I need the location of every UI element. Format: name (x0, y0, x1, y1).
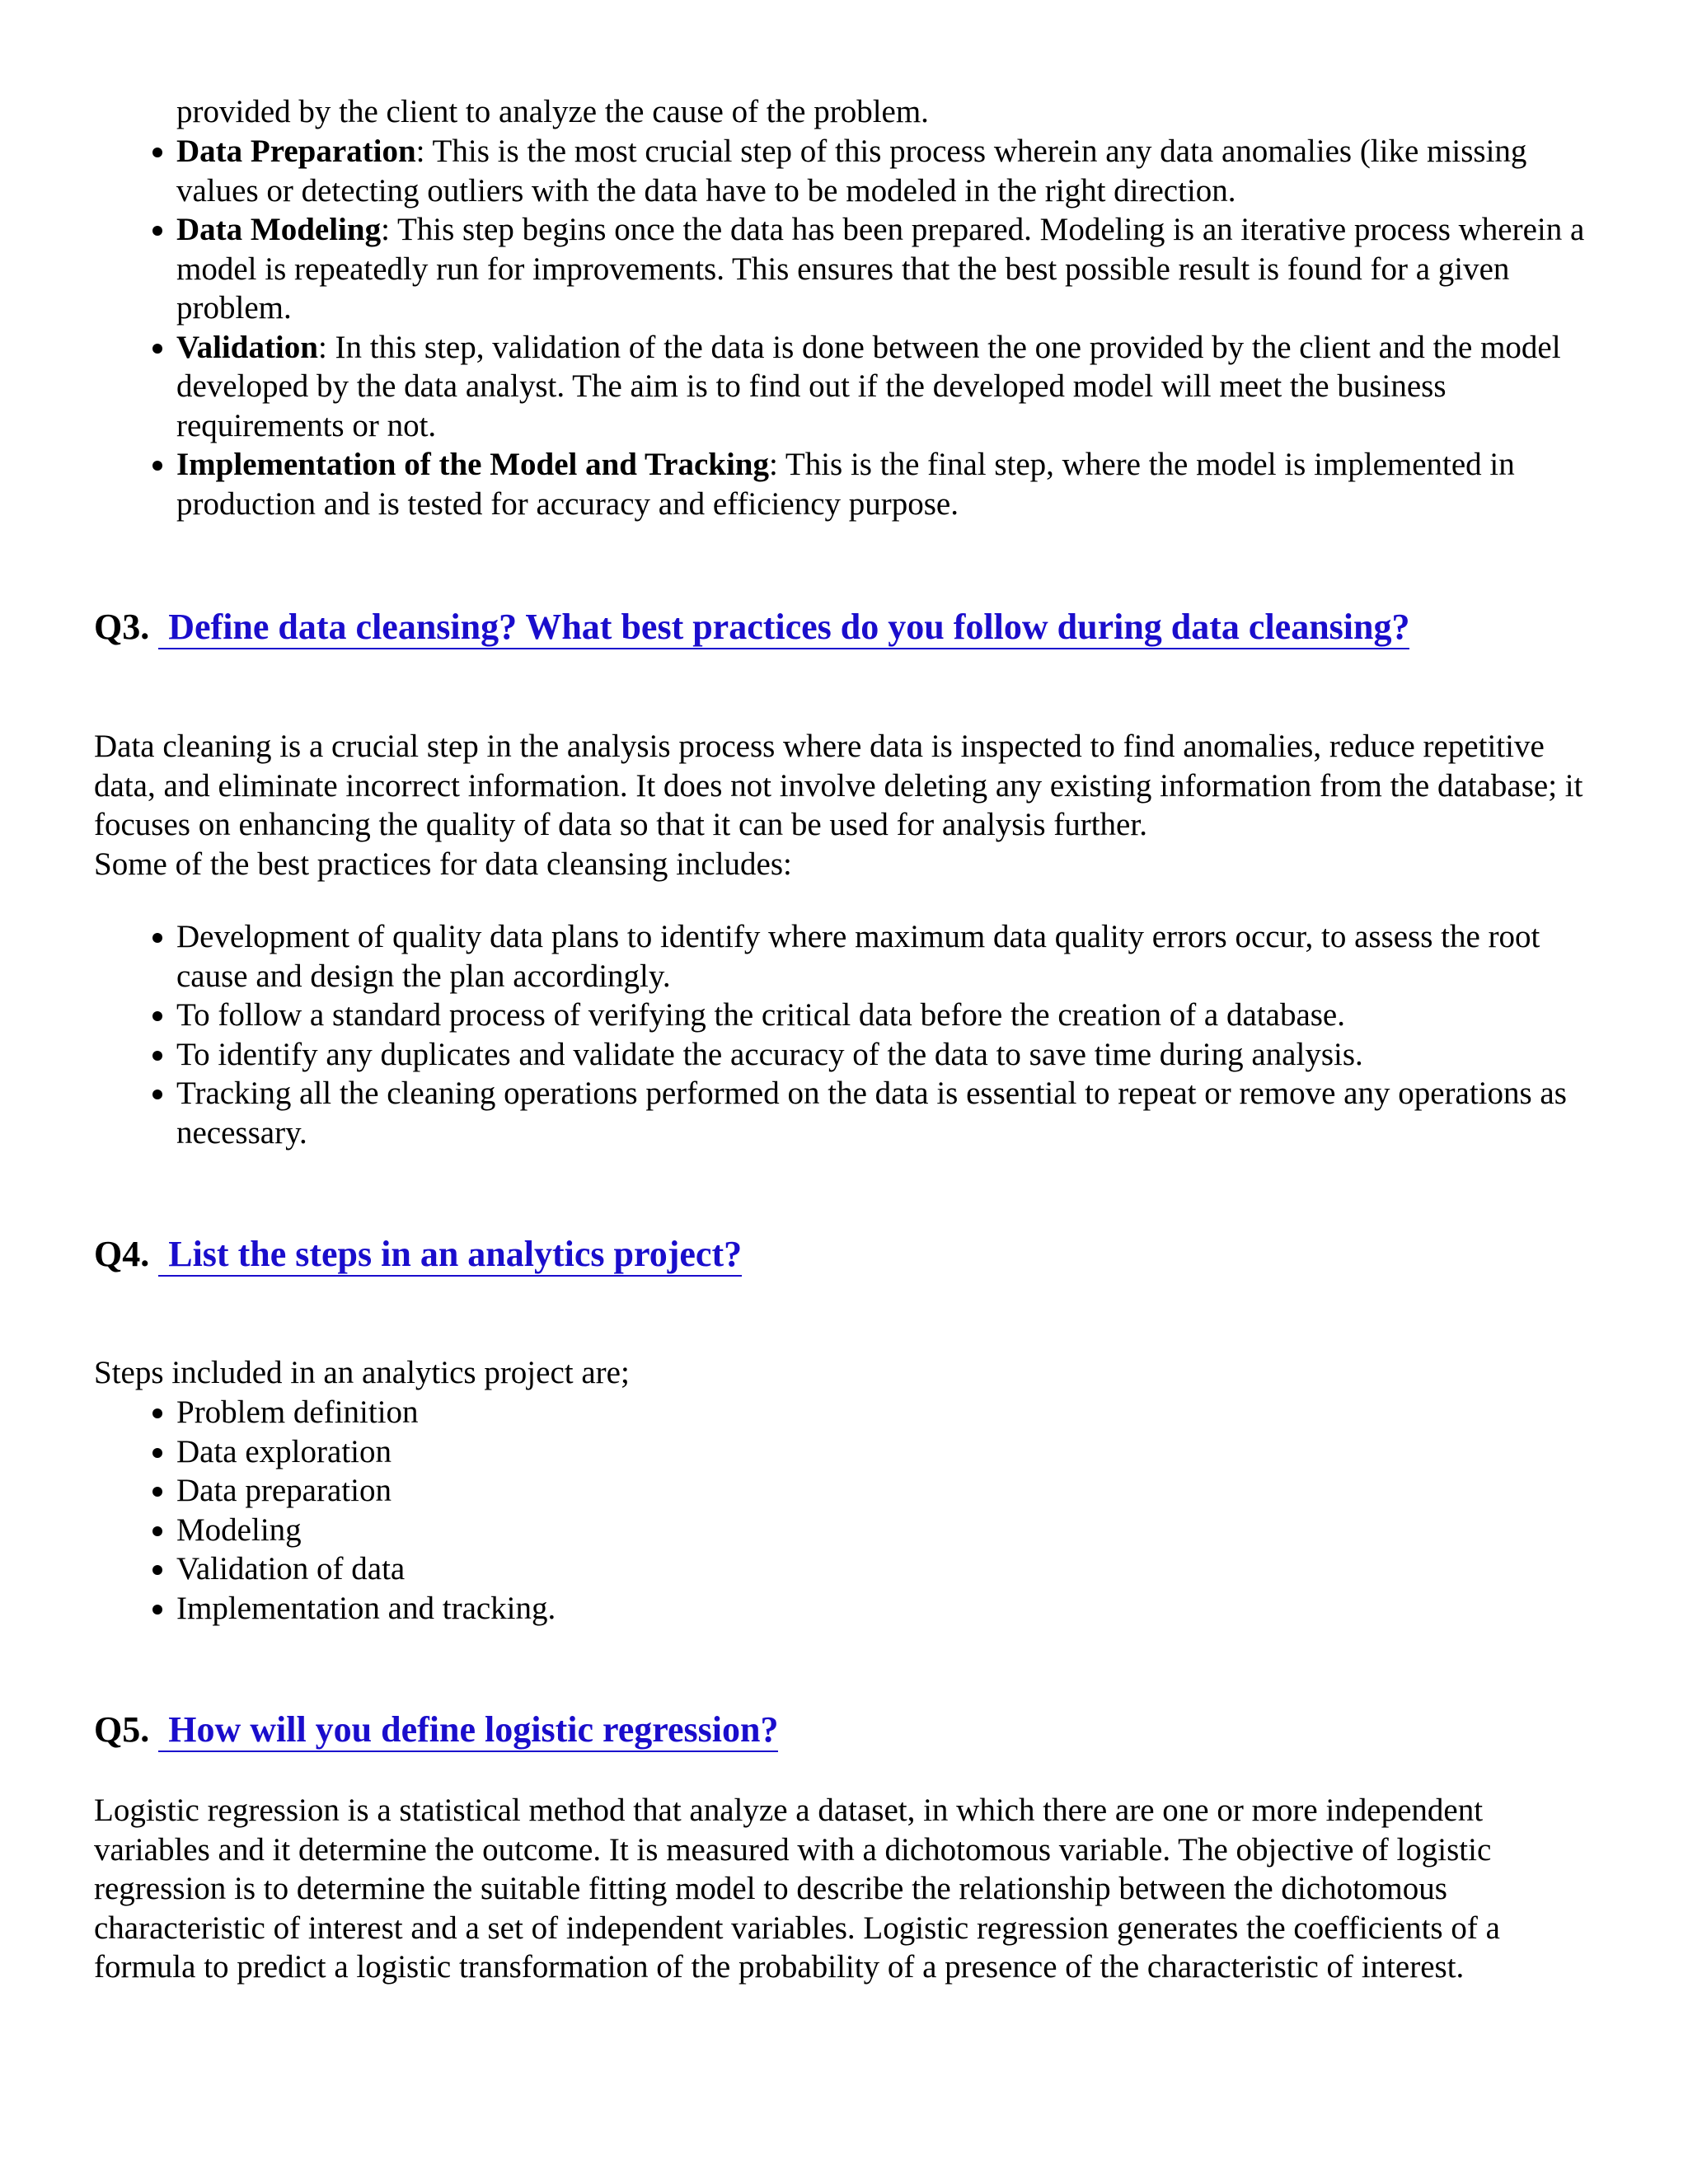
step-text: : This step begins once the data has been prepared. Modeling is an iterative process wherein a model is repeatedly run for improvements. This ensures that the best possible result is found for a given problem. (176, 212, 1585, 326)
q4-heading (94, 1231, 742, 1277)
q3-practices-list (94, 917, 1602, 1152)
q4-question-link[interactable]: List the steps in an analytics project? (158, 1234, 742, 1277)
q3-heading (94, 604, 1409, 650)
q5-paragraph: Logistic regression is a statistical method that analyze a dataset, in which there are one or more independent variables and it determine the outcome. It is measured with a dichotomous variable. The objective of logistic regression is to determine the suitable fitting model to describe the relationship between the dichotomous characteristic of interest and a set of independent variables. Logistic regression generates the coefficients of a formula to predict a logistic transformation of the probability of a presence of the characteristic of interest. (94, 1793, 1500, 1985)
list-item (94, 328, 1602, 446)
process-steps-list (94, 132, 1602, 523)
list-item: Data preparation (94, 1471, 1602, 1511)
step-title: Data Preparation (176, 134, 416, 169)
q5-heading (94, 1707, 778, 1753)
top-fragment-text: provided by the client to analyze the cause of the problem. (176, 94, 929, 129)
list-item: Validation of data (94, 1549, 1602, 1589)
list-item (94, 210, 1602, 328)
q3-number: Q3. (94, 607, 150, 647)
list-item: To follow a standard process of verifying the critical data before the creation of a database. (94, 996, 1602, 1035)
list-item: Data exploration (94, 1432, 1602, 1472)
step-text: : In this step, validation of the data is done between the one provided by the client and the model developed by the data analyst. The aim is to find out if the developed model will meet the business requirements or not. (176, 329, 1561, 443)
q4-intro: Steps included in an analytics project are; (94, 1355, 630, 1390)
q3-intro: Some of the best practices for data cleansing includes: (94, 846, 792, 882)
q5-question-link[interactable]: How will you define logistic regression? (158, 1709, 778, 1752)
list-item: Modeling (94, 1511, 1602, 1550)
list-item: Problem definition (94, 1393, 1602, 1432)
step-text: : This is the most crucial step of this process wherein any data anomalies (like missing values or detecting outliers with the data have to be modeled in the right direction. (176, 134, 1527, 209)
list-item: Implementation and tracking. (94, 1589, 1602, 1629)
step-title: Implementation of the Model and Tracking (176, 447, 769, 482)
list-item (94, 445, 1602, 523)
list-item: Development of quality data plans to identify where maximum data quality errors occur, to assess the root cause and design the plan accordingly. (94, 917, 1602, 996)
step-text: : This is the final step, where the model is implemented in production and is tested for accuracy and efficiency purpose. (176, 447, 1515, 522)
q5-number: Q5. (94, 1709, 150, 1750)
q4-steps-list (94, 1393, 1602, 1628)
step-title: Validation (176, 329, 318, 365)
list-item: To identify any duplicates and validate the accuracy of the data to save time during analysis. (94, 1035, 1602, 1075)
q4-number: Q4. (94, 1234, 150, 1274)
list-item (94, 132, 1602, 210)
step-title: Data Modeling (176, 212, 382, 247)
list-item: Tracking all the cleaning operations performed on the data is essential to repeat or remove any operations as necessary. (94, 1074, 1602, 1152)
q3-question-link[interactable]: Define data cleansing? What best practices do you follow during data cleansing? (158, 607, 1409, 649)
q3-paragraph: Data cleaning is a crucial step in the analysis process where data is inspected to find anomalies, reduce repetitive data, and eliminate incorrect information. It does not involve deleting any existing information from the database; it focuses on enhancing the quality of data so that it can be used for analysis further. (94, 729, 1583, 842)
